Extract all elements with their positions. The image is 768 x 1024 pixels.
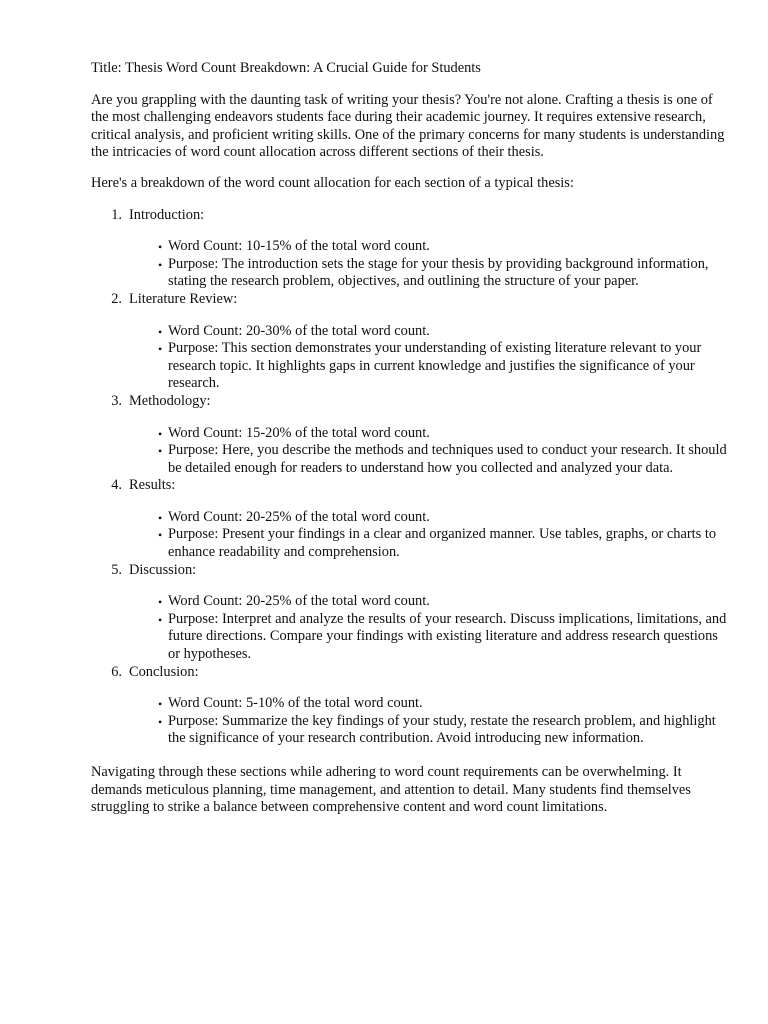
word-count-text: Word Count: 20-25% of the total word count. [168, 593, 430, 610]
purpose-text: Purpose: Present your findings in a clear and organized manner. Use tables, graphs, or charts to enhance readability and comprehension. [168, 526, 717, 561]
document-title: Title: Thesis Word Count Breakdown: A Crucial Guide for Students [91, 60, 481, 76]
word-count-text: Word Count: 10-15% of the total word count. [168, 238, 430, 255]
bullet-icon: • [158, 240, 163, 255]
section-item [91, 291, 731, 393]
section-number: 4. [111, 477, 122, 494]
section-item [91, 562, 731, 664]
section-heading: Results: [129, 477, 176, 494]
bullet-icon: • [158, 612, 163, 627]
purpose-text: Purpose: Here, you describe the methods and techniques used to conduct your research. It should be detailed enough for readers to understand how you collected and analyzed your data. [168, 442, 727, 476]
word-count-text: Word Count: 20-25% of the total word count. [168, 508, 430, 525]
section-number: 1. [111, 206, 122, 223]
word-count-bullet [129, 509, 731, 527]
section-heading: Introduction: [129, 206, 205, 223]
purpose-bullet [129, 526, 731, 561]
section-heading: Methodology: [129, 392, 211, 409]
purpose-text: Purpose: This section demonstrates your understanding of existing literature relevant to your research topic. It highlights gaps in current knowledge and justifies the significance of your research. [168, 340, 702, 392]
section-heading: Discussion: [129, 561, 197, 578]
section-bullets [129, 323, 731, 393]
section-bullets [129, 509, 731, 562]
section-list [91, 207, 731, 748]
breakdown-lead-paragraph: Here's a breakdown of the word count allocation for each section of a typical thesis: [91, 174, 574, 191]
bullet-icon: • [158, 257, 163, 272]
bullet-icon: • [158, 714, 163, 729]
section-item [91, 664, 731, 748]
document-page [91, 60, 731, 817]
purpose-bullet [129, 442, 731, 477]
bullet-icon: • [158, 697, 163, 712]
intro-paragraph: Are you grappling with the daunting task of writing your thesis? You're not alone. Crafting a thesis is one of the most challenging endeavors students face during their academic journey. It requires extensive research, critical analysis, and proficient writing skills. One of the primary concerns for many students is understanding the intricacies of word count allocation across different sections of their thesis. [91, 91, 725, 161]
section-number: 6. [111, 663, 122, 680]
section-number: 5. [111, 561, 122, 578]
bullet-icon: • [158, 510, 163, 525]
purpose-bullet [129, 611, 731, 664]
section-heading: Conclusion: [129, 663, 199, 680]
bullet-icon: • [158, 595, 163, 610]
purpose-text: Purpose: The introduction sets the stage for your thesis by providing background information, stating the research problem, objectives, and outlining the structure of your paper. [168, 255, 709, 290]
word-count-bullet [129, 323, 731, 341]
word-count-text: Word Count: 20-30% of the total word count. [168, 322, 430, 339]
bullet-icon: • [158, 324, 163, 339]
section-item [91, 477, 731, 561]
section-bullets [129, 593, 731, 663]
purpose-text: Purpose: Summarize the key findings of your study, restate the research problem, and highlight the significance of your research contribution. Avoid introducing new information. [168, 712, 716, 747]
purpose-bullet [129, 713, 731, 748]
section-item [91, 393, 731, 477]
bullet-icon: • [158, 342, 163, 357]
word-count-bullet [129, 593, 731, 611]
bullet-icon: • [158, 426, 163, 441]
section-bullets [129, 238, 731, 291]
bullet-icon: • [158, 528, 163, 543]
word-count-bullet [129, 695, 731, 713]
section-heading: Literature Review: [129, 290, 238, 307]
purpose-bullet [129, 256, 731, 291]
word-count-text: Word Count: 5-10% of the total word count. [168, 695, 423, 712]
section-bullets [129, 695, 731, 748]
word-count-bullet [129, 238, 731, 256]
section-number: 3. [111, 392, 122, 409]
section-item [91, 207, 731, 291]
section-number: 2. [111, 290, 122, 307]
purpose-bullet [129, 340, 731, 393]
purpose-text: Purpose: Interpret and analyze the results of your research. Discuss implications, limitations, and future directions. Compare your findings with existing literature and address research questions or hypotheses. [168, 610, 727, 663]
bullet-icon: • [158, 444, 163, 459]
section-bullets [129, 425, 731, 478]
word-count-text: Word Count: 15-20% of the total word count. [168, 424, 430, 441]
closing-paragraph: Navigating through these sections while adhering to word count requirements can be overwhelming. It demands meticulous planning, time management, and attention to detail. Many students find themselves struggling to strike a balance between comprehensive content and word count limitations. [91, 764, 691, 816]
word-count-bullet [129, 425, 731, 443]
